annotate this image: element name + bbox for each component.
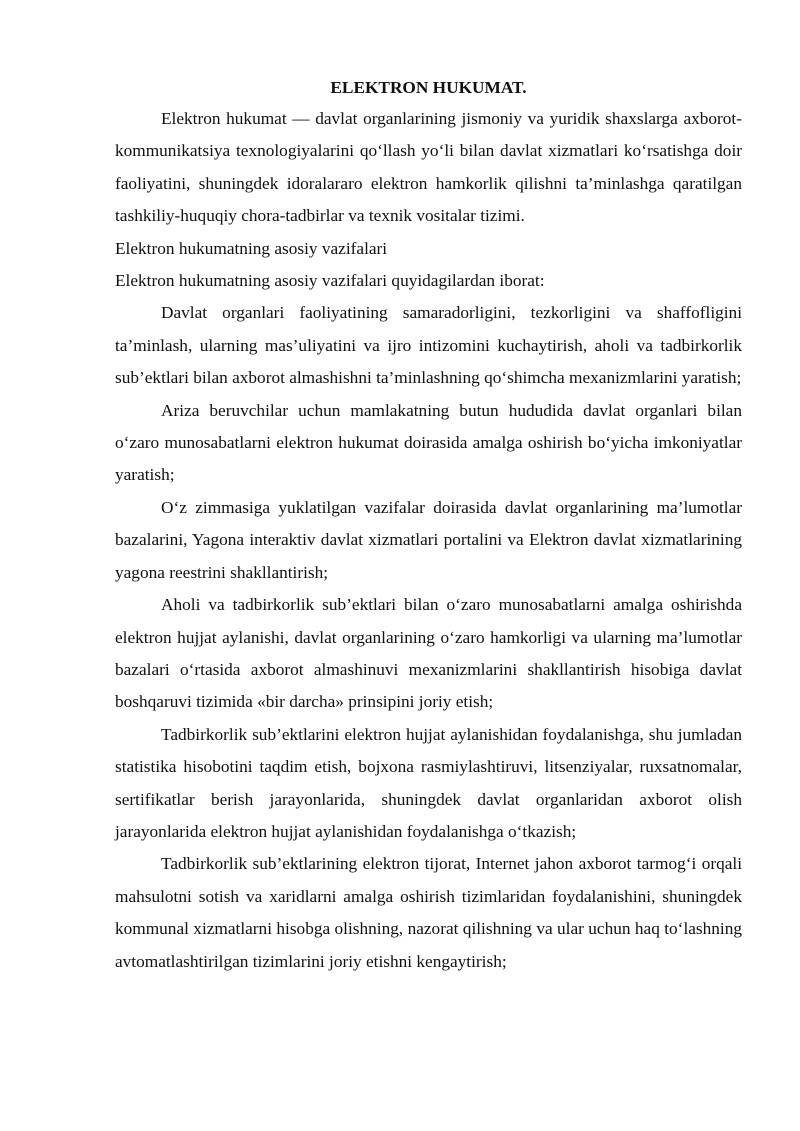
tasks-intro: Elektron hukumatning asosiy vazifalari quyidagilardan iborat: — [115, 271, 545, 291]
task-paragraph: Tadbirkorlik sub’ektlarini elektron hujjat aylanishidan foydalanishga, shu jumladan statistika hisobotini taqdim etish, bojxona rasmiylashtiruvi, litsenziyalar, ruxsatnomalar, sertifikatlar berish jarayonlarida, shuningdek davlat organlaridan axborot olish jarayonlarida elektron hujjat aylanishidan foydalanishga o‘tkazish; — [115, 724, 742, 841]
task-paragraph: Davlat organlari faoliyatining samaradorligini, tezkorligini va shaffofligini ta’minlash, ularning mas’uliyatini va ijro intizomini kuchaytirish, aholi va tadbirkorlik sub’ektlari bilan axborot almashishni ta’minlashning qo‘shimcha mexanizmlarini yaratish; — [115, 303, 742, 388]
section-heading: Elektron hukumatning asosiy vazifalari — [115, 238, 388, 258]
document-body — [115, 76, 742, 978]
task-paragraph: O‘z zimmasiga yuklatilgan vazifalar doirasida davlat organlarining ma’lumotlar bazalarini, Yagona interaktiv davlat xizmatlari portalini va Elektron davlat xizmatlarining yagona reestrini shakllantirish; — [115, 497, 742, 582]
document-title: ELEKTRON HUKUMAT. — [330, 78, 527, 97]
task-paragraph: Tadbirkorlik sub’ektlarining elektron tijorat, Internet jahon axborot tarmog‘i orqali mahsulotni sotish va xaridlarni amalga oshirish tizimlaridan foydalanishini, shuningdek kommunal xizmatlarni hisobga olishning, nazorat qilishning va ular uchun haq to‘lashning avtomatlashtirilgan tizimlarini joriy etishni kengaytirish; — [115, 854, 742, 971]
task-paragraph: Aholi va tadbirkorlik sub’ektlari bilan o‘zaro munosabatlarni amalga oshirishda elektron hujjat aylanishi, davlat organlarining o‘zaro hamkorligi va ularning ma’lumotlar bazalari o‘rtasida axborot almashinuvi mexanizmlarini shakllantirish hisobiga davlat boshqaruvi tizimida «bir darcha» prinsipini joriy etish; — [115, 595, 742, 712]
task-paragraph: Ariza beruvchilar uchun mamlakatning butun hududida davlat organlari bilan o‘zaro munosabatlarni elektron hukumat doirasida amalga oshirish bo‘yicha imkoniyatlar yaratish; — [115, 400, 742, 485]
definition-paragraph: Elektron hukumat — davlat organlarining jismoniy va yuridik shaxslarga axborot-kommunikatsiya texnologiyalarini qo‘llash yo‘li bilan davlat xizmatlari ko‘rsatishga doir faoliyatini, shuningdek idoralararo elektron hamkorlik qilishni ta’minlashga qaratilgan tashkiliy-huquqiy chora-tadbirlar va texnik vositalar tizimi. — [115, 109, 742, 226]
